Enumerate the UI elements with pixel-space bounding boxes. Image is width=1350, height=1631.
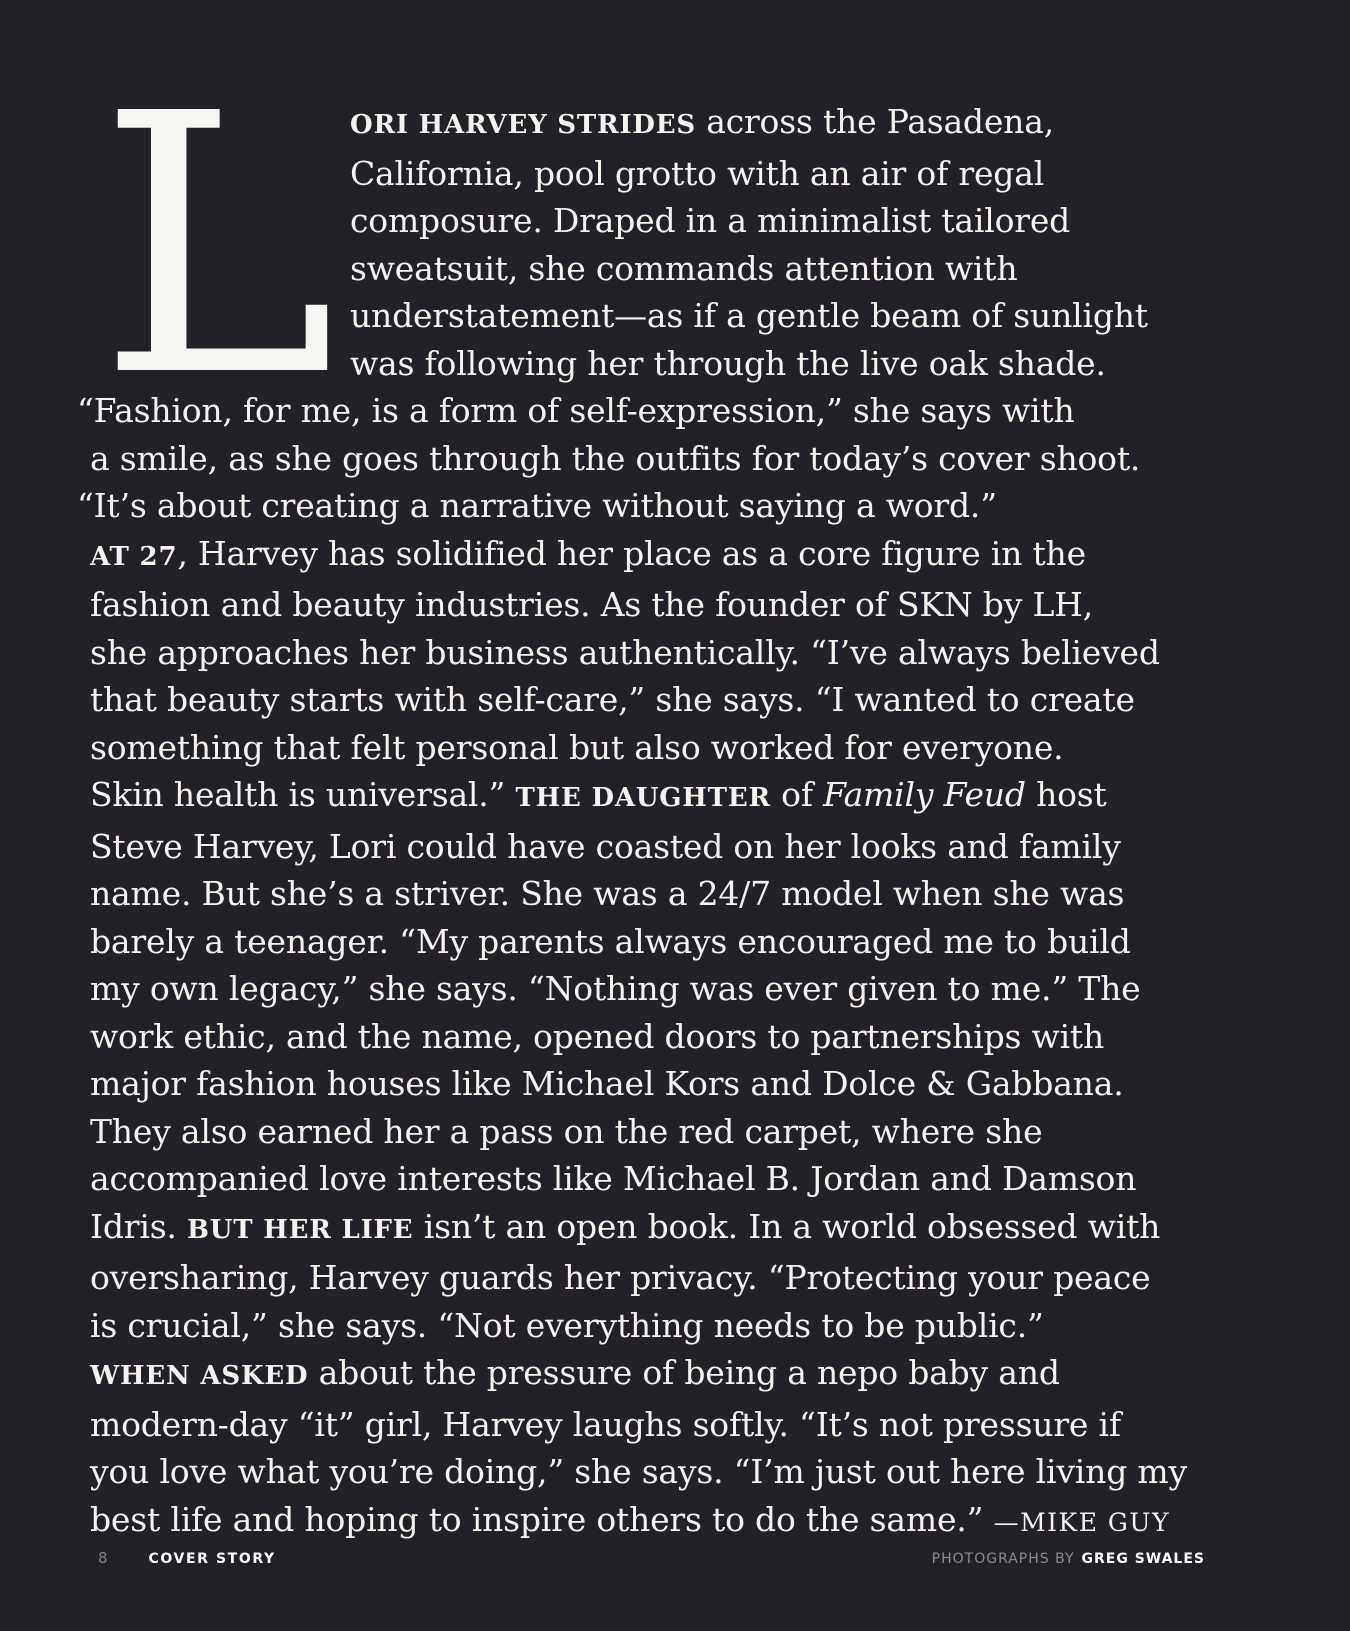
text-segment-normal: , Harvey has solidified her place as a core figure in the (177, 533, 1086, 573)
text-segment-normal: barely a teenager. “My parents always encouraged me to build (90, 921, 1131, 961)
text-segment-lead: THE DAUGHTER (515, 783, 771, 813)
text-line (90, 1155, 1215, 1203)
page-footer (90, 1549, 1205, 1567)
text-line (90, 530, 1215, 582)
text-segment-normal: “It’s about creating a narrative without saying a word.” (77, 486, 997, 525)
text-line (350, 292, 1215, 340)
text-line (90, 823, 1215, 871)
text-line (90, 1302, 1215, 1350)
text-segment-normal: fashion and beauty industries. As the founder of SKN by LH, (90, 585, 1094, 624)
text-line (90, 1448, 1215, 1496)
text-segment-normal: Steve Harvey, Lori could have coasted on her looks and family (90, 826, 1121, 866)
text-segment-lead: WHEN ASKED (90, 1361, 309, 1391)
text-segment-normal: accompanied love interests like Michael B. Jordan and Damson (90, 1159, 1137, 1198)
text-line (90, 771, 1215, 823)
text-line (90, 1401, 1215, 1449)
text-segment-normal: isn’t an open book. In a world obsessed with (413, 1206, 1161, 1246)
text-line (350, 98, 1215, 150)
text-line (350, 245, 1215, 293)
text-segment-normal: sweatsuit, she commands attention with (350, 248, 1018, 288)
text-segment-normal: of (770, 775, 824, 814)
text-segment-normal: best life and hoping to inspire others to do the same.” (90, 1499, 994, 1539)
photo-credit (932, 1551, 1205, 1567)
text-segment-normal: you love what you’re doing,” she says. “I’m just out here living my (90, 1452, 1187, 1491)
text-segment-normal: They also earned her a pass on the red carpet, where she (90, 1111, 1043, 1151)
text-segment-normal: Skin health is universal.” (90, 775, 516, 814)
text-segment-normal: “Fashion, for me, is a form of self-expression,” she says with (77, 391, 1075, 430)
text-line (90, 629, 1215, 677)
text-segment-normal: major fashion houses like Michael Kors and Dolce & Gabbana. (90, 1064, 1124, 1103)
text-line (90, 870, 1215, 918)
text-segment-normal: Idris. (90, 1206, 188, 1246)
article-body (77, 39, 1215, 1546)
text-line (90, 676, 1215, 724)
text-line (350, 150, 1215, 198)
text-line (90, 1349, 1215, 1401)
text-line (90, 965, 1215, 1013)
text-segment-normal: something that felt personal but also worked for everyone. (90, 727, 1064, 767)
text-segment-italic: Family Feud (823, 775, 1026, 814)
text-line (90, 724, 1215, 772)
text-line (90, 581, 1215, 629)
text-line (90, 1254, 1215, 1302)
text-segment-normal: was following her through the live oak shade. (350, 343, 1106, 383)
text-segment-normal: that beauty starts with self-care,” she says. “I wanted to create (90, 680, 1135, 719)
text-line (90, 1013, 1215, 1061)
text-line (350, 340, 1215, 388)
text-segment-lead: BUT HER LIFE (187, 1214, 414, 1245)
credit-name: GREG SWALES (1081, 1551, 1205, 1567)
text-line (90, 1108, 1215, 1156)
text-segment-normal: across the Pasadena, (695, 102, 1054, 141)
text-segment-normal: she approaches her business authentically. “I’ve always believed (90, 632, 1160, 672)
text-segment-normal: name. But she’s a striver. She was a 24/7 model when she was (90, 874, 1125, 913)
credit-prefix: PHOTOGRAPHS BY (931, 1551, 1075, 1567)
text-line (90, 918, 1215, 966)
text-segment-byline: —MIKE GUY (993, 1507, 1170, 1537)
drop-cap: L (98, 39, 336, 455)
text-segment-normal: a smile, as she goes through the outfits for today’s cover shoot. (90, 438, 1141, 478)
text-segment-normal: is crucial,” she says. “Not everything needs to be public.” (90, 1305, 1044, 1345)
page-number: 8 (98, 1549, 108, 1567)
text-segment-normal: California, pool grotto with an air of regal (350, 153, 1045, 193)
text-segment-normal: oversharing, Harvey guards her privacy. “Protecting your peace (90, 1258, 1151, 1297)
text-segment-normal: work ethic, and the name, opened doors to partnerships with (90, 1016, 1105, 1056)
text-segment-normal: host (1025, 775, 1107, 814)
text-segment-normal: modern-day “it” girl, Harvey laughs softly. “It’s not pressure if (90, 1404, 1121, 1444)
text-segment-normal: composure. Draped in a minimalist tailored (350, 201, 1071, 240)
text-line (90, 1060, 1215, 1108)
text-segment-lead: ORI HARVEY STRIDES (350, 110, 696, 140)
text-line (90, 1496, 1215, 1547)
text-segment-normal: understatement—as if a gentle beam of sunlight (350, 296, 1148, 335)
text-line (350, 197, 1215, 245)
text-segment-lead: AT 27 (90, 541, 178, 572)
text-line (77, 482, 1215, 530)
text-line (90, 1203, 1215, 1255)
text-segment-normal: about the pressure of being a nepo baby and (308, 1353, 1060, 1392)
text-segment-normal: my own legacy,” she says. “Nothing was ever given to me.” The (90, 969, 1141, 1008)
footer-left (90, 1549, 276, 1567)
section-label: COVER STORY (148, 1551, 276, 1567)
